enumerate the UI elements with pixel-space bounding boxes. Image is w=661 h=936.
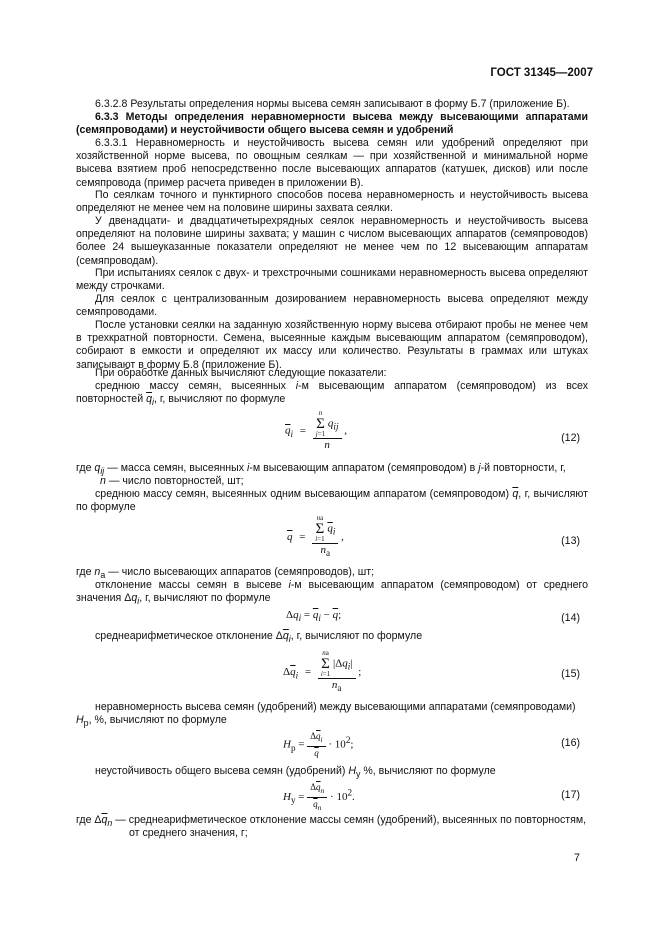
formula-17-number: (17) [561, 789, 580, 801]
page-number: 7 [573, 852, 580, 864]
paragraph-row-seeders: У двенадцати- и двадцатичетырехрядных сеялок неравномерность и неустойчивость высева определяют на половине ширины захвата; у машин с числом высевающих аппаратов (семяпроводов) более 24 вышеуказанные показатели определяют не менее чем по 12 высевающим аппаратам (семяпроводам). [76, 215, 588, 267]
paragraph-mean-mass-i: среднюю массу семян, высеянных i-м высевающим аппаратом (семяпроводом) из всех повторностей $\overline{q}_i$, г, вычисляют по формуле [76, 380, 589, 408]
paragraph-nonuniformity: неравномерность высева семян (удобрений) между высевающими аппаратами (семяпроводами) [95, 701, 576, 713]
paragraph-deviation: отклонение массы семян в высеве i-м высевающим аппаратом (семяпроводом) от среднего значения $\Delta q_i$, г, вычисляют по формуле [76, 579, 588, 607]
formula-14: $\Delta q_i = \overline{q}_i - \overline{q}$; [286, 609, 342, 624]
paragraph-processing: При обработке данных вычисляют следующие показатели: [95, 367, 387, 379]
formula-14-number: (14) [561, 612, 580, 624]
section-heading-6-3-3: 6.3.3 Методы определения неравномерности высева между высевающими аппаратами (семяпроводами) и неустойчивости общего высева семян и удобрений [76, 111, 588, 137]
paragraph-mean-mass-one: среднюю массу семян, высеянных одним высевающим аппаратом (семяпроводом) $\overline{q}$, г, вычисляют по формуле [76, 488, 588, 514]
paragraph-nonuniformity-cont: $H_р$, %, вычисляют по формуле [76, 714, 227, 729]
formula-17: $H_у$ = $\frac{\Delta\overline{q}_n}{\overline{q}_n}$ · $10^2$. [283, 782, 355, 812]
paragraph-centralized-dosing: Для сеялок с централизованным дозированием неравномерность высева определяют между семяпроводами. [76, 293, 588, 319]
formula-12-number: (12) [561, 432, 580, 444]
paragraph-6-3-3-1: 6.3.3.1 Неравномерность и неустойчивость высева семян или удобрений определяют при хозяйственной норме высева, по овощным сеялкам — при хозяйственной и минимальной норме высева взятием проб непосредственно после высевающих аппаратов (катушек, дисков) или после семяпровода (пример расчета приведен в приложении В). [76, 137, 588, 189]
formula-13: $\overline{q}$ = na Σ i=1 $\overline{q}_i$ $n_a$ , [287, 514, 344, 559]
paragraph-6-3-2-8: 6.3.2.8 Результаты определения нормы высева семян записывают в форму Б.7 (приложение Б). [95, 98, 570, 110]
where-n: n — число повторностей, шт; [100, 475, 244, 487]
formula-15-number: (15) [561, 668, 580, 680]
paragraph-double-row-openers: При испытаниях сеялок с двух- и трехстрочными сошниками неравномерность высева определяют между строчками. [76, 267, 588, 293]
document-header: ГОСТ 31345—2007 [490, 67, 593, 79]
where-delta-q-n-cont: от среднего значения, г; [129, 827, 248, 839]
paragraph-mean-deviation: среднеарифметическое отклонение $\Delta\overline{q}_i$, г, вычисляют по формуле [95, 630, 423, 645]
where-q-ij: где $q_{ij}$ — масса семян, высеянных i-м высевающим аппаратом (семяпроводом) в j-й повторности, г, [76, 462, 566, 477]
formula-15: $\Delta\overline{q}_i$ = na Σ i=1 $|\Delta q_i|$ $n_a$ ; [283, 649, 362, 694]
paragraph-sampling: После установки сеялки на заданную хозяйственную норму высева отбирают пробы не менее чем в трехкратной повторности. Семена, высеянные каждым высевающим аппаратом (семяпроводом), собирают в емкости и определяют их массу или количество. Результаты в граммах или штуках записывают в форму Б.8 (приложение Б). [76, 319, 588, 371]
where-delta-q-n: где $\Delta\overline{q}_n$ — среднеарифметическое отклонение массы семян (удобрений), высеянных по повторностям, [76, 814, 587, 829]
formula-16-number: (16) [561, 737, 580, 749]
formula-13-number: (13) [561, 535, 580, 547]
formula-12: $\overline{q}_i$ = n Σ j=1 $q_{ij}$ n , [285, 409, 348, 451]
paragraph-instability: неустойчивость общего высева семян (удобрений) $H_у$ %, вычисляют по формуле [95, 765, 496, 780]
paragraph-precision-seeders: По сеялкам точного и пунктирного способов посева неравномерность и неустойчивость высева определяют не менее чем на половине ширины захвата сеялки. [76, 189, 588, 215]
where-n-a: где $n_a$ — число высевающих аппаратов (семяпроводов), шт; [76, 566, 375, 581]
formula-16: $H_р$ = $\frac{\Delta\overline{q}_i}{q}$ · $10^2$; [283, 731, 354, 758]
